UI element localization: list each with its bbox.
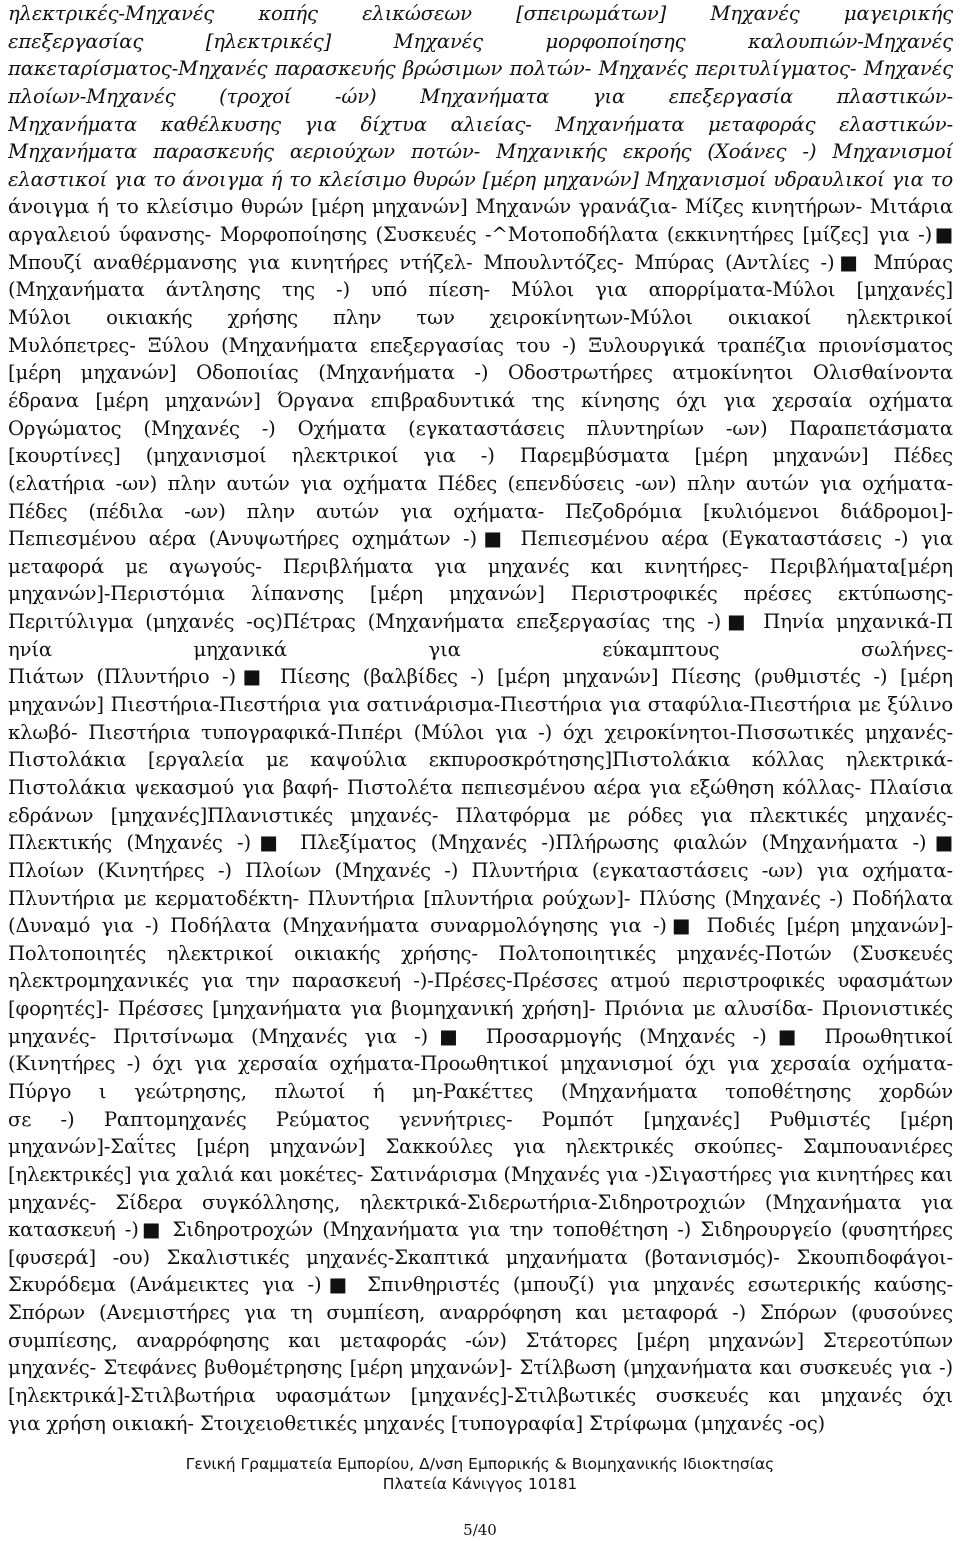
text-line: Περιτύλιγμα (μηχανές -ος)Πέτρας (Μηχανήματα επεξεργασίας της -)■ Πηνία μηχανικά-Π bbox=[8, 610, 953, 634]
text-line: πακεταρίσματος-Μηχανές παρασκευής βρώσιμων πολτών- Μηχανές περιτυλίγματος- Μηχανές bbox=[8, 57, 953, 81]
text-line: Πύργο ι γεώτρησης, πλωτοί ή μη-Ρακέττες (Μηχανήματα τοποθέτησης χορδών bbox=[8, 1079, 953, 1103]
text-line: (Κινητήρες -) όχι για χερσαία οχήματα-Προωθητικοί μηχανισμοί όχι για χερσαία οχήματα- bbox=[8, 1052, 953, 1076]
text-line: έδρανα [μέρη μηχανών] Όργανα επιβραδυντικά της κίνησης όχι για χερσαία οχήματα bbox=[8, 388, 953, 412]
text-line: [φορητές]- Πρέσσες [μηχανήματα για βιομηχανική χρήση]- Πριόνια με αλυσίδα- Πριονιστικές bbox=[8, 997, 953, 1021]
text-line: μεταφορά με αγωγούς- Περιβλήματα για μηχανές και κινητήρες- Περιβλήματα[μέρη bbox=[8, 554, 953, 578]
text-line: κατασκευή -)■ Σιδηροτροχών (Μηχανήματα για την τοποθέτηση -) Σιδηρουργείο (φυσητήρες bbox=[8, 1218, 953, 1242]
text-line: Πεπιεσμένου αέρα (Ανυψωτήρες οχημάτων -)■ Πεπιεσμένου αέρα (Εγκαταστάσεις -) για bbox=[8, 527, 953, 551]
text-line: Μύλοι οικιακής χρήσης πλην των χειροκίνητων-Μύλοι οικιακοί ηλεκτρικοί bbox=[8, 306, 953, 330]
page-footer bbox=[0, 1454, 960, 1494]
text-line: κλωβό- Πιεστήρια τυπογραφικά-Πιπέρι (Μύλοι για -) όχι χειροκίνητοι-Πισσωτικές μηχανές- bbox=[8, 720, 953, 744]
text-line: Μηχανήματα παρασκευής αεριούχων ποτών- Μηχανικής εκροής (Χοάνες -) Μηχανισμοί bbox=[8, 140, 953, 164]
footer-organization: Γενική Γραμματεία Εμπορίου, Δ/νση Εμπορικής & Βιομηχανικής Ιδιοκτησίας bbox=[185, 1455, 775, 1473]
text-line: Μηχανήματα καθέλκυσης για δίχτυα αλιείας- Μηχανήματα μεταφοράς ελαστικών- bbox=[8, 112, 953, 136]
text-line: [μέρη μηχανών] Οδοποιίας (Μηχανήματα -) Οδοστρωτήρες ατμοκίνητοι Ολισθαίνοντα bbox=[8, 361, 953, 385]
text-line: [φυσερά] -ου) Σκαλιστικές μηχανές-Σκαπτικά μηχανήματα (βοτανισμός)- Σκουπιδοφάγοι- bbox=[8, 1245, 953, 1269]
page-number: 5/40 bbox=[463, 1521, 497, 1539]
text-line: άνοιγμα ή το κλείσιμο θυρών [μέρη μηχανών] Μηχανών γρανάζια- Μίζες κινητήρων- Μιτάρια bbox=[8, 195, 953, 219]
text-line: για χρήση οικιακή- Στοιχειοθετικές μηχανές [τυπογραφία] Στρίφωμα (μηχανές -ος) bbox=[8, 1411, 826, 1435]
text-line: μηχανές- Στεφάνες βυθομέτρησης [μέρη μηχανών]- Στίλβωση (μηχανήματα και συσκευές για -) bbox=[8, 1356, 953, 1380]
text-line: μηχανές- Πριτσίνωμα (Μηχανές για -)■ Προσαρμογής (Μηχανές -)■ Προωθητικοί bbox=[8, 1024, 953, 1048]
text-line: αργαλειού ύφανσης- Μορφοποίησης (Συσκευές -^Μοτοποδήλατα (εκκινητήρες [μίζες] για -)■ bbox=[8, 223, 953, 247]
text-line: Πλοίων (Κινητήρες -) Πλοίων (Μηχανές -) Πλυντήρια (εγκαταστάσεις -ων) για οχήματα- bbox=[8, 858, 953, 882]
text-line: Σκυρόδεμα (Ανάμεικτες για -)■ Σπινθηριστές (μπουζί) για μηχανές εσωτερικής καύσης- bbox=[8, 1273, 953, 1297]
text-line: μηχανών]-Σαΐτες [μέρη μηχανών] Σακκούλες για ηλεκτρικές σκούπες- Σαμπουανιέρες bbox=[8, 1135, 953, 1159]
text-line: (Δυναμό για -) Ποδήλατα (Μηχανήματα συναρμολόγησης για -)■ Ποδιές [μέρη μηχανών]- bbox=[8, 914, 953, 938]
text-line: Οργώματος (Μηχανές -) Οχήματα (εγκαταστάσεις πλυντηρίων -ων) Παραπετάσματα bbox=[8, 416, 953, 440]
text-line: Πλυντήρια με κερματοδέκτη- Πλυντήρια [πλυντήρια ρούχων]- Πλύσης (Μηχανές -) Ποδήλατα bbox=[8, 886, 953, 910]
text-line: Πιάτων (Πλυντήριο -)■ Πίεσης (βαλβίδες -) [μέρη μηχανών] Πίεσης (ρυθμιστές -) [μέρη bbox=[8, 665, 953, 689]
text-line: [ηλεκτρικές] για χαλιά και μοκέτες- Σατινάρισμα (Μηχανές για -)Σιγαστήρες για κινητήρες και bbox=[8, 1162, 953, 1186]
footer-address: Πλατεία Κάνιγγος 10181 bbox=[382, 1475, 578, 1493]
text-line: μηχανές- Σίδερα συγκόλλησης, ηλεκτρικά-Σιδερωτήρια-Σιδηροτροχιών (Μηχανήματα για bbox=[8, 1190, 953, 1214]
text-line: μηχανών]-Περιστόμια λίπανσης [μέρη μηχανών] Περιστροφικές πρέσες εκτύπωσης- bbox=[8, 582, 953, 606]
text-line: (Μηχανήματα άντλησης της -) υπό πίεση- Μύλοι για απορρίματα-Μύλοι [μηχανές] bbox=[8, 278, 953, 302]
text-line: Πλεκτικής (Μηχανές -)■ Πλεξίματος (Μηχανές -)Πλήρωσης φιαλών (Μηχανήματα -)■ bbox=[8, 831, 953, 855]
text-line: Πολτοποιητές ηλεκτρικοί οικιακής χρήσης- Πολτοποιητικές μηχανές-Ποτών (Συσκευές bbox=[8, 941, 953, 965]
text-line: Πέδες (πέδιλα -ων) πλην αυτών για οχήματα- Πεζοδρόμια [κυλιόμενοι διάδρομοι]- bbox=[8, 499, 953, 523]
text-line: [κουρτίνες] (μηχανισμοί ηλεκτρικοί για -) Παρεμβύσματα [μέρη μηχανών] Πέδες bbox=[8, 444, 953, 468]
text-line: Σπόρων (Ανεμιστήρες για τη συμπίεση, αναρρόφηση και μεταφορά -) Σπόρων (φυσούνες bbox=[8, 1301, 953, 1325]
text-line: πλοίων-Μηχανές (τροχοί -ών) Μηχανήματα για επεξεργασία πλαστικών- bbox=[8, 84, 953, 108]
text-line: ελαστικοί για το άνοιγμα ή το κλείσιμο θυρών [μέρη μηχανών] Μηχανισμοί υδραυλικοί για το bbox=[8, 167, 953, 191]
text-line: σε -) Ραπτομηχανές Ρεύματος γεννήτριες- Ρομπότ [μηχανές] Ρυθμιστές [μέρη bbox=[8, 1107, 953, 1131]
text-line: ηλεκτρομηχανικές για την παρασκευή -)-Πρέσες-Πρέσσες ατμού περιστροφικές υφασμάτων bbox=[8, 969, 953, 993]
text-line: Πιστολάκια [εργαλεία με καψούλια εκπυροσκρότησης]Πιστολάκια κόλλας ηλεκτρικά- bbox=[8, 748, 953, 772]
text-line: ηνία μηχανικά για εύκαμπτους σωλήνες- bbox=[8, 637, 953, 661]
text-line: Μυλόπετρες- Ξύλου (Μηχανήματα επεξεργασίας του -) Ξυλουργικά τραπέζια πριονίσματος bbox=[8, 333, 953, 357]
text-line: Μπουζί αναθέρμανσης για κινητήρες ντήζελ- Μπουλντόζες- Μπύρας (Αντλίες -)■ Μπύρας bbox=[8, 250, 953, 274]
text-line: επεξεργασίας [ηλεκτρικές] Μηχανές μορφοποίησης καλουπιών-Μηχανές bbox=[8, 29, 953, 53]
text-line: [ηλεκτρικά]-Στιλβωτήρια υφασμάτων [μηχανές]-Στιλβωτικές συσκευές και μηχανές όχι bbox=[8, 1384, 953, 1408]
text-line: (ελατήρια -ων) πλην αυτών για οχήματα Πέδες (επενδύσεις -ων) πλην αυτών για οχήματα- bbox=[8, 471, 953, 495]
text-line: μηχανών] Πιεστήρια-Πιεστήρια για σατινάρισμα-Πιεστήρια για σταφύλια-Πιεστήρια με ξύλινο bbox=[8, 693, 953, 717]
text-line: Πιστολάκια ψεκασμού για βαφή- Πιστολέτα πεπιεσμένου αέρα για εξώθηση κόλλας- Πλαίσια bbox=[8, 775, 953, 799]
text-line: εδράνων [μηχανές]Πλανιστικές μηχανές- Πλατφόρμα με ρόδες για πλεκτικές μηχανές- bbox=[8, 803, 953, 827]
text-line: συμπίεσης, αναρρόφησης και μεταφοράς -ών) Στάτορες [μέρη μηχανών] Στερεοτύπων bbox=[8, 1328, 953, 1352]
text-line: ηλεκτρικές-Μηχανές κοπής ελικώσεων [σπειρωμάτων] Μηχανές μαγειρικής bbox=[8, 2, 953, 25]
document-body bbox=[8, 0, 953, 1437]
